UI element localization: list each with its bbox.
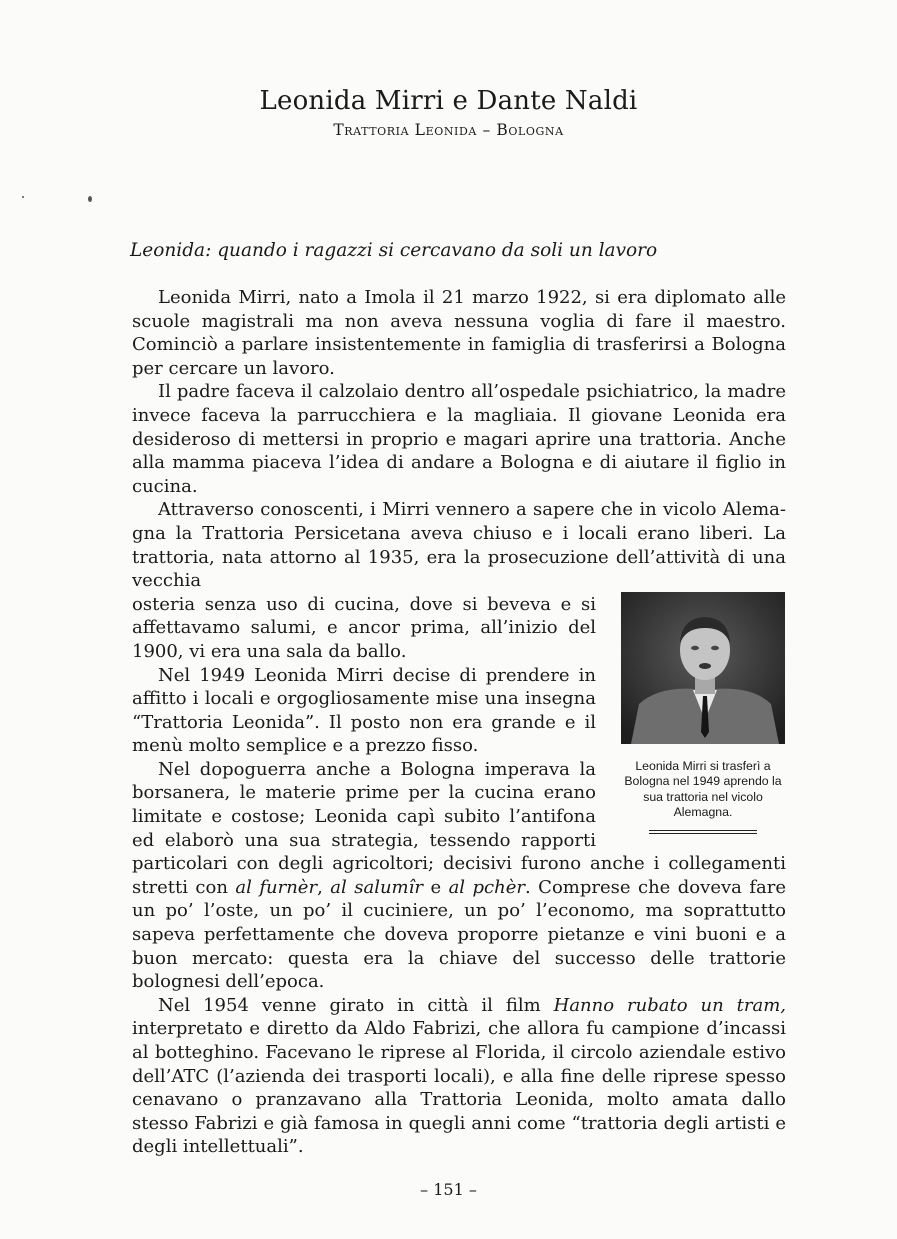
paragraph-3b: osteria senza uso di cucina, dove si beveva e si affettavamo salumi, e ancor prima, all’inizio del 1900, vi era una sala da ballo. <box>132 593 596 662</box>
paragraph-1: Leonida Mirri, nato a Imola il 21 marzo 1922, si era diplomato alle scuole magistrali ma non aveva nessuna voglia di fare il maestro. Cominciò a parlare insistentemente in famiglia di trasferirsi a Bologna per cercare un lavoro. <box>132 287 786 379</box>
caption-divider <box>649 830 757 834</box>
page-title: Leonida Mirri e Dante Naldi <box>259 86 638 116</box>
paragraph-6-text-a: Nel 1954 venne girato in città il film <box>158 994 541 1016</box>
scan-speck <box>88 196 92 202</box>
separator-1: , <box>317 876 323 898</box>
scan-speck <box>22 196 24 198</box>
dialect-term-salumir: al salumîr <box>330 876 423 898</box>
paragraph-5-text-a: Nel dopoguerra anche a Bologna imperava la borsanera, le materie prime per la cucina erano limitate e costose; Leonida capì subito l’antifona ed elaborò una sua strategia, tessendo rapporti particolari con degli agricoltori; decisivi furono anche i collegamenti stretti con <box>132 758 786 898</box>
page-subtitle: Trattoria Leonida – Bologna <box>333 121 564 139</box>
dialect-term-furner: al furnèr <box>235 876 318 898</box>
article-body <box>132 286 786 1159</box>
paragraph-4: Nel 1949 Leonida Mirri decise di prendere in affitto i locali e orgogliosamente mise una insegna “Trattoria Leonida”. Il posto non era grande e il menù molto semplice e a prezzo fisso. <box>132 664 596 757</box>
photo-figure <box>620 592 786 834</box>
paragraph-6-text-b: interpretato e diretto da Aldo Fabrizi, che allora fu campione d’incassi al botteghino. Facevano le riprese al Florida, il circolo aziendale estivo dell’ATC (l’azienda dei trasporti locali), e alla fine delle riprese spesso cenavano o pranzavano alla Trattoria Leonida, molto amata dallo stesso Fabrizi e già famosa in quegli anni come “trattoria degli artisti e degli intellettuali”. <box>132 1018 786 1158</box>
separator-2: e <box>422 876 449 898</box>
page-number: – 151 – <box>420 1180 477 1199</box>
section-heading: Leonida: quando i ragazzi si cercavano da soli un lavoro <box>130 240 658 261</box>
dialect-term-pcher: al pchèr <box>448 876 525 898</box>
paragraph-6 <box>132 994 786 1159</box>
film-title: Hanno rubato un tram, <box>553 994 786 1016</box>
paragraph-5-text-b: . Comprese che doveva fare un po’ l’oste, un po’ il cuciniere, un po’ l’economo, ma soprattutto sapeva perfettamente che doveva proporre pietanze e vini buoni e a buon mercato: questa era la chiave del successo delle trattorie bolognesi dell’epoca. <box>132 876 786 993</box>
paragraph-3a: Attraverso conoscenti, i Mirri vennero a sapere che in vicolo Alemagna la Trattoria Persicetana aveva chiuso e i locali erano liberi. La trattoria, nata attorno al 1935, era la prosecuzione dell’attività di una vecchia <box>132 499 786 592</box>
portrait-photo <box>621 592 785 744</box>
paragraph-2: Il padre faceva il calzolaio dentro all’ospedale psichiatrico, la madre invece faceva la parrucchiera e la magliaia. Il giovane Leonida era desideroso di mettersi in proprio e magari aprire una trattoria. Anche alla mamma piaceva l’idea di andare a Bologna e di aiutare il figlio in cucina. <box>132 381 786 497</box>
photo-caption: Leonida Mirri si trasferì a Bologna nel 1949 aprendo la sua trattoria nel vicolo Alemagna. <box>624 758 782 820</box>
